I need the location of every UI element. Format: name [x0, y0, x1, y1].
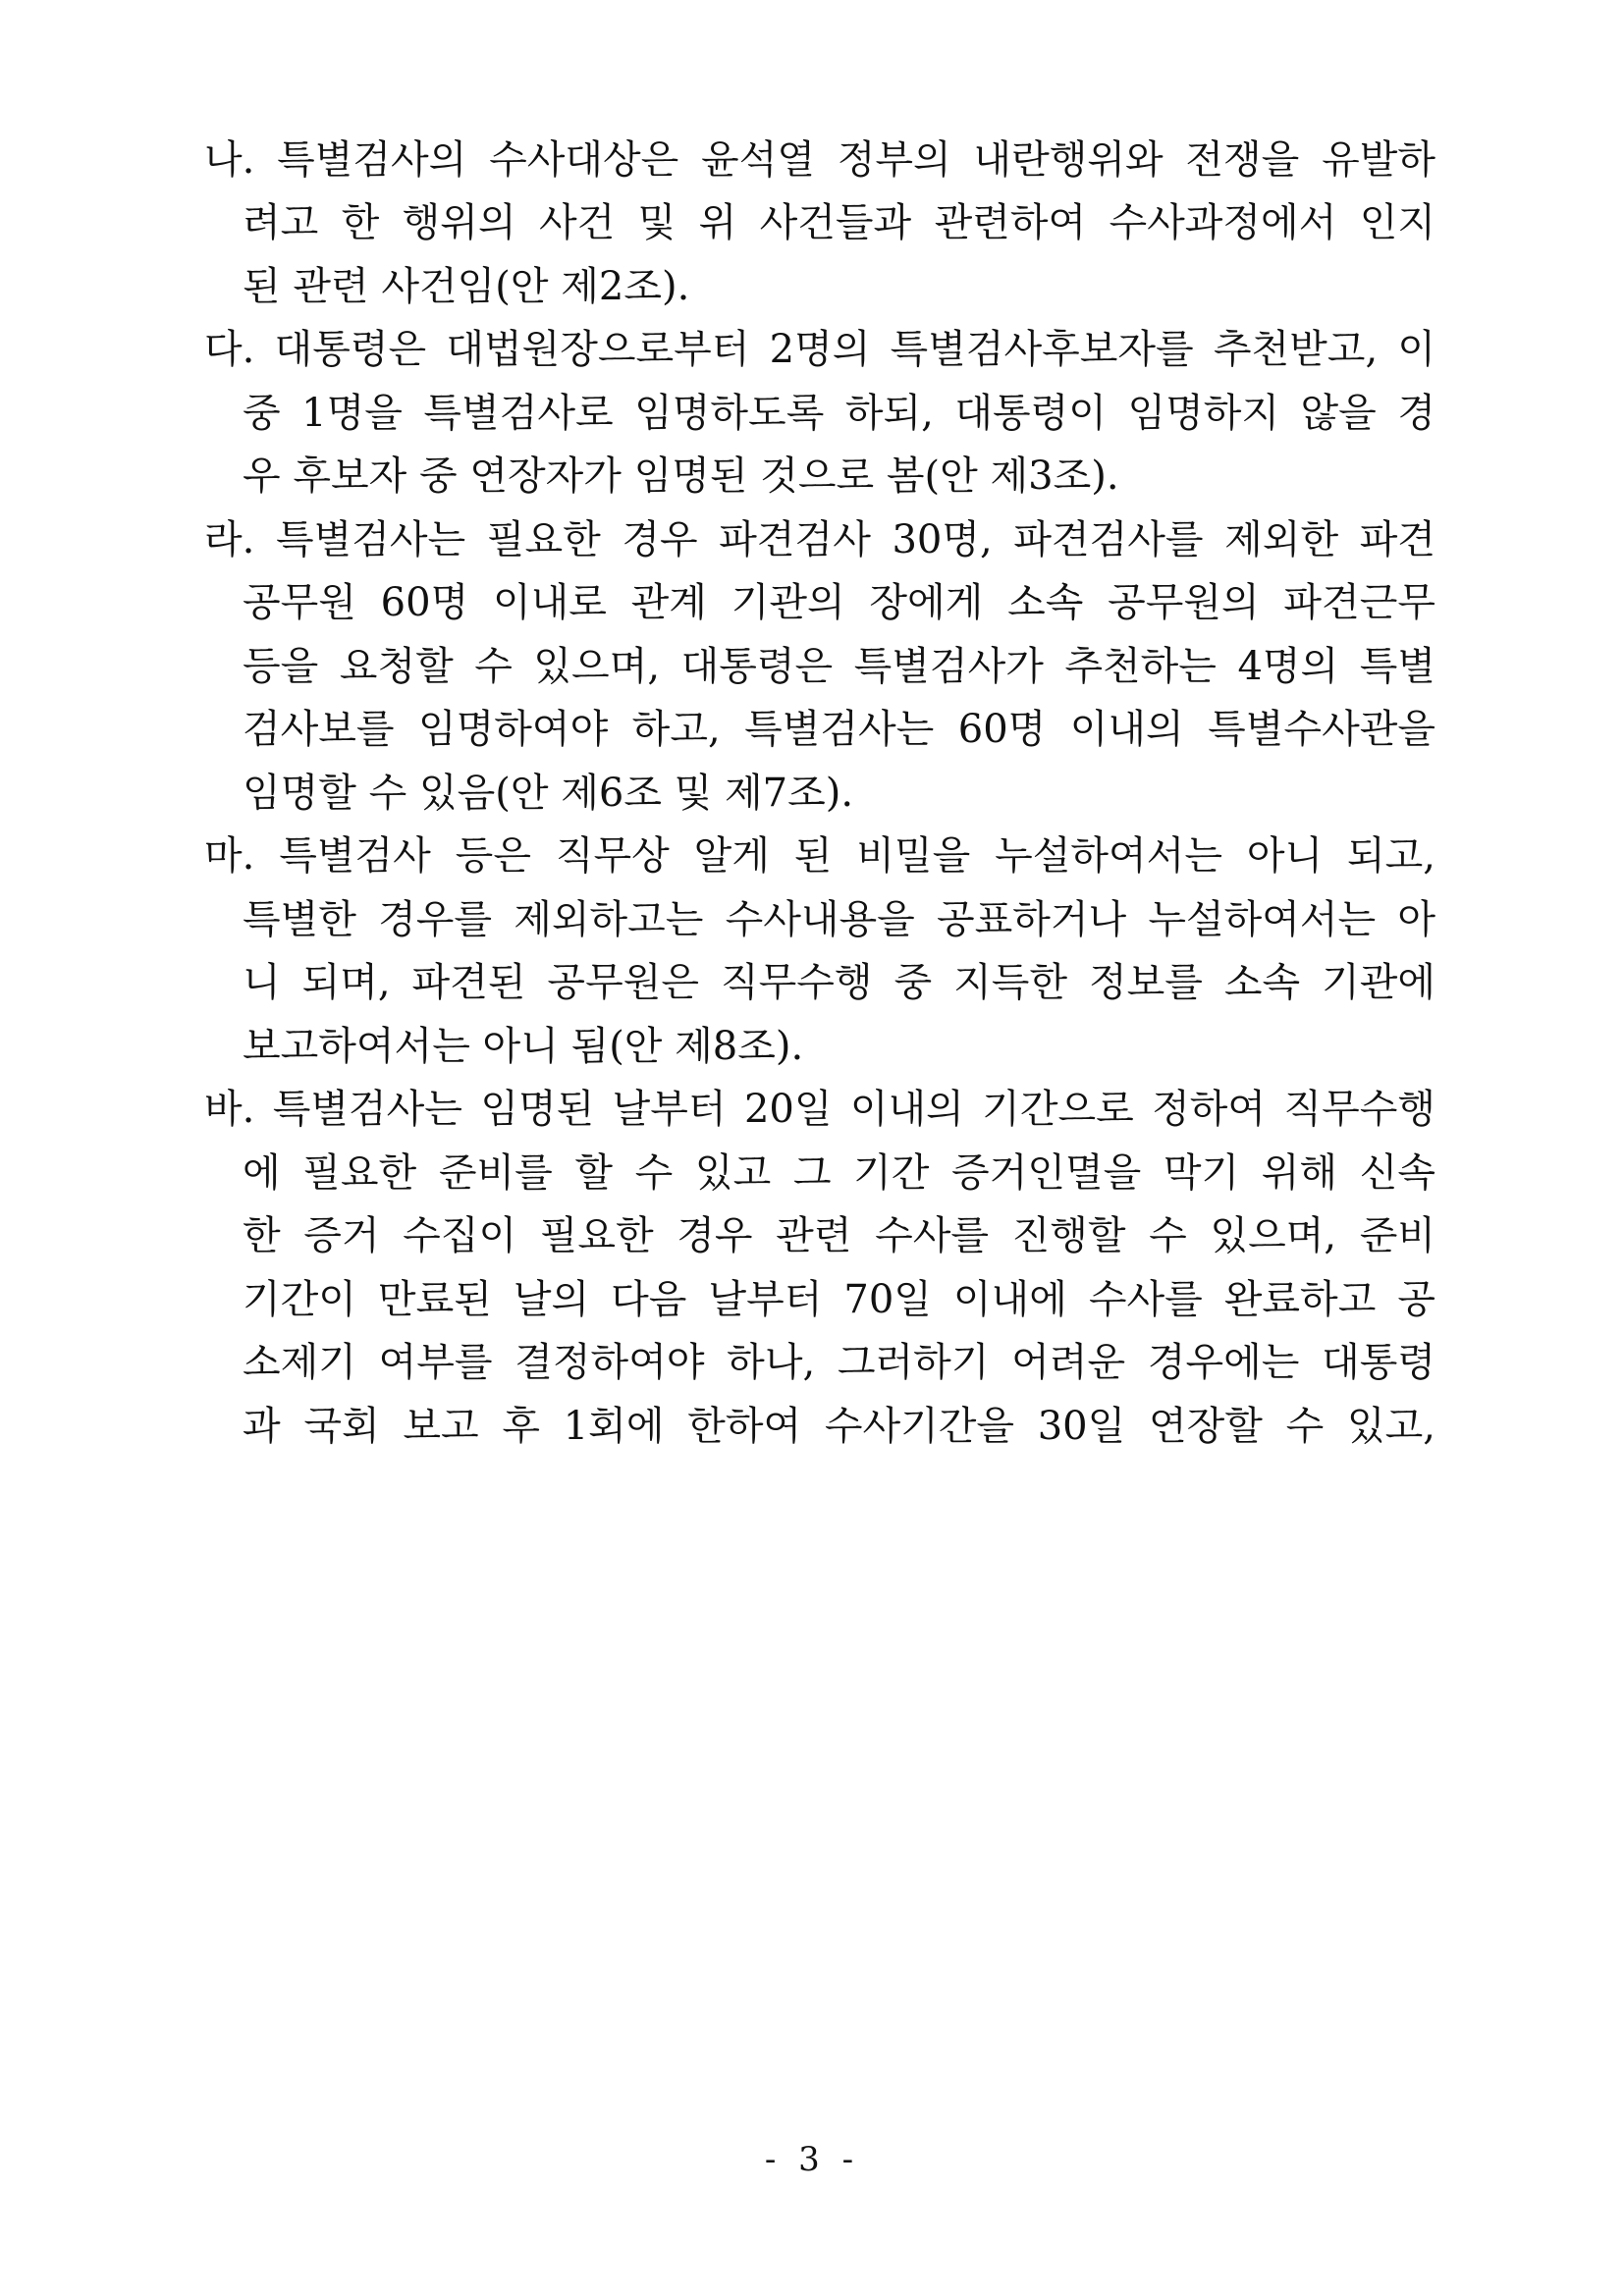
item-ra-line-4: 검사보를 임명하여야 하고, 특별검사는 60명 이내의 특별수사관을 [243, 707, 1435, 752]
item-ra-line-1: 라. 특별검사는 필요한 경우 파견검사 30명, 파견검사를 제외한 파견 [204, 517, 1435, 562]
item-ba-line-2: 에 필요한 준비를 할 수 있고 그 기간 증거인멸을 막기 위해 신속 [243, 1150, 1435, 1196]
item-da-line-2: 중 1명을 특별검사로 임명하도록 하되, 대통령이 임명하지 않을 경 [243, 391, 1435, 436]
item-ba-line-5: 소제기 여부를 결정하여야 하나, 그러하기 어려운 경우에는 대통령 [243, 1340, 1435, 1385]
item-ra-line-3: 등을 요청할 수 있으며, 대통령은 특별검사가 추천하는 4명의 특별 [243, 644, 1435, 689]
item-ba-line-3: 한 증거 수집이 필요한 경우 관련 수사를 진행할 수 있으며, 준비 [243, 1213, 1435, 1258]
item-ma-line-1: 마. 특별검사 등은 직무상 알게 된 비밀을 누설하여서는 아니 되고, [204, 833, 1435, 879]
item-na-line-1: 나. 특별검사의 수사대상은 윤석열 정부의 내란행위와 전쟁을 유발하 [204, 137, 1435, 183]
page-number: - 3 - [764, 2140, 860, 2179]
item-na-line-2: 려고 한 행위의 사건 및 위 사건들과 관련하여 수사과정에서 인지 [243, 200, 1435, 245]
item-ra-line-5: 임명할 수 있음(안 제6조 및 제7조). [243, 771, 854, 816]
item-ba-line-4: 기간이 만료된 날의 다음 날부터 70일 이내에 수사를 완료하고 공 [243, 1277, 1435, 1322]
item-ba-line-6: 과 국회 보고 후 1회에 한하여 수사기간을 30일 연장할 수 있고, [243, 1404, 1435, 1449]
item-da-line-1: 다. 대통령은 대법원장으로부터 2명의 특별검사후보자를 추천받고, 이 [204, 327, 1435, 372]
item-ma-line-2: 특별한 경우를 제외하고는 수사내용을 공표하거나 누설하여서는 아 [243, 897, 1435, 942]
item-ma-line-4: 보고하여서는 아니 됨(안 제8조). [243, 1024, 804, 1069]
item-da-line-3: 우 후보자 중 연장자가 임명된 것으로 봄(안 제3조). [243, 454, 1119, 499]
item-ra-line-2: 공무원 60명 이내로 관계 기관의 장에게 소속 공무원의 파견근무 [243, 580, 1435, 625]
item-ba-line-1: 바. 특별검사는 임명된 날부터 20일 이내의 기간으로 정하여 직무수행 [204, 1087, 1435, 1132]
item-ma-line-3: 니 되며, 파견된 공무원은 직무수행 중 지득한 정보를 소속 기관에 [243, 960, 1435, 1005]
item-na-line-3: 된 관련 사건임(안 제2조). [243, 264, 690, 309]
